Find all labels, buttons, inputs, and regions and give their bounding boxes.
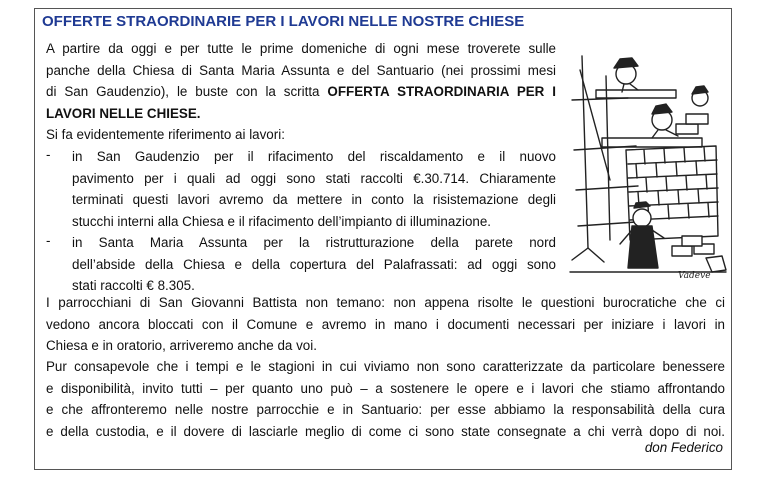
paragraph-line: Chiesa e in oratorio, arriveremo anche da voi. [46,338,317,353]
intro-line: panche della Chiesa di Santa Maria Assunta e del Santuario (nei prossimi mesi [46,62,556,78]
intro-bold-text: LAVORI NELLE CHIESE. [46,105,201,121]
artist-signature: Vadeve [678,271,711,280]
bullet-line: stucchi interni alla Chiesa e il rifacimento dell’impianto di illuminazione. [72,213,492,229]
paragraph-line: vedono ancora bloccati con il Comune e avremo in mano i documenti necessari per iniziare i lavori in [46,316,725,332]
bullet-line: in Santa Maria Assunta per la ristrutturazione della parete nord [72,235,556,250]
bullet-line: dell’abside della Chiesa e della copertura del Palafrassati: ad oggi sono [72,256,556,272]
bullet-line: pavimento per i quali ad oggi sono stati raccolti €.30.714. Chiaramente [72,170,556,186]
reference-text: Si fa evidentemente riferimento ai lavori: [46,127,285,142]
bullet-dash: - [46,233,51,248]
bullet-line: terminati questi lavori avremo da mettere in conto la risistemazione degli [72,192,556,207]
intro-line [46,103,556,125]
intro-line [46,81,556,103]
paragraph-line: e disponibilità, invito tutti – per quanto uno può – a sostenere le opere e i lavori che stiamo affrontando [46,380,725,396]
intro-paragraph [46,38,556,124]
paragraph-appeal [46,356,725,442]
intro-line: A partire da oggi e per tutte le prime domeniche di ogni mese troverete sulle [46,41,556,56]
signature: don Federico [644,440,723,455]
intro-bold-text: OFFERTA STRAORDINARIA PER I [327,84,556,99]
article-title: OFFERTE STRAORDINARIE PER I LAVORI NELLE NOSTRE CHIESE [42,13,525,30]
paragraph-san-giovanni [46,292,725,357]
paragraph-line: e della custodia, e il dovere di lasciarle meglio di come ci sono state consegnate a chi verrà dopo di noi. [46,423,725,439]
paragraph-line: I parrocchiani di San Giovanni Battista non temano: non appena risolte le questioni burocratiche che ci [46,295,725,310]
bullet-item-santa-maria [72,232,556,297]
construction-cartoon-icon [566,40,732,280]
bullet-item-san-gaudenzio [72,146,556,232]
bullet-line: stati raccolti € 8.305. [72,278,195,293]
intro-text: di San Gaudenzio), le buste con la scritta [46,84,328,99]
reference-line [46,124,285,146]
paragraph-line: e che affronteremo nelle nostre parrocchie e in Santuario: per esse abbiamo la responsabilità della cura [46,402,725,417]
paragraph-line: Pur consapevole che i tempi e le stagioni in cui viviamo non sono caratterizzate da particolare benessere [46,359,725,374]
bullet-line: in San Gaudenzio per il rifacimento del riscaldamento e il nuovo [72,149,556,164]
bullet-dash: - [46,147,51,162]
